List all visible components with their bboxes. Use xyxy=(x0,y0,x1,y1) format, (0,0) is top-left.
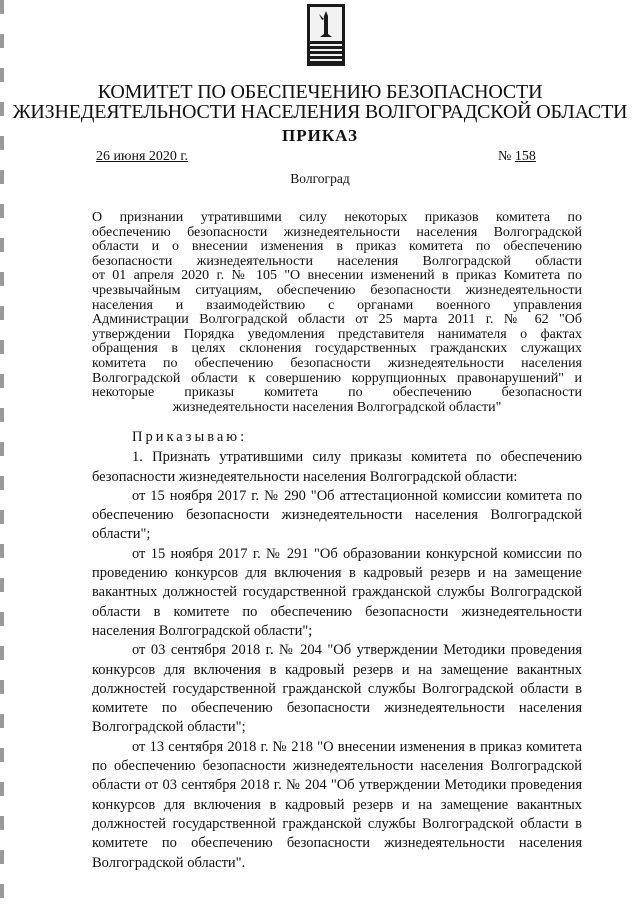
coat-of-arms-emblem xyxy=(307,4,345,66)
title-line: области и о внесении изменения в приказ комитета по обеспечению xyxy=(92,239,582,255)
number-prefix: № xyxy=(498,149,512,164)
title-line: обеспечению безопасности жизнедеятельности населения Волгоградской xyxy=(92,224,582,240)
revoked-order: от 15 ноября 2017 г. № 290 "Об аттестационной комиссии комитета по обеспечению безопасности жизнедеятельности населения Волгоградской области"; xyxy=(92,487,582,543)
title-line: безопасности жизнедеятельности населения Волгоградской области xyxy=(92,253,582,269)
title-line: населения и взаимодействию с органами военного управления xyxy=(92,297,582,313)
revoked-order: от 15 ноября 2017 г. № 291 "Об образовании конкурсной комиссии по проведению конкурсов для включения в кадровый резерв и на замещение вакантных должностей государственной гражданской службы Волгоградской области в комитете по обеспечению безопасности жизнедеятельности населения Волгоградской области"; xyxy=(92,545,582,639)
order-word: Приказываю: xyxy=(132,429,248,445)
emblem-icon xyxy=(307,4,345,66)
revoked-order: от 03 сентября 2018 г. № 204 "Об утверждении Методики проведения конкурсов для включения в кадровый резерв и на замещение вакантных должностей государственной гражданской службы Волгоградской области в комитете по обеспечению безопасности жизнедеятельности населения Волгоградской области"; xyxy=(92,642,582,736)
title-line: обращения в целях склонения государственных гражданских служащих xyxy=(92,341,582,357)
document-type: ПРИКАЗ xyxy=(282,126,358,145)
document-body xyxy=(92,428,582,873)
title-line: Администрации Волгоградской области от 25 марта 2011 г. № 62 "Об xyxy=(92,312,582,328)
title-line: утверждении Порядка уведомления представителя нанимателя о фактах xyxy=(92,326,582,342)
title-line: некоторые приказы комитета по обеспечению безопасности xyxy=(92,385,582,401)
order-item-1: 1. Признать утратившими силу приказы комитета по обеспечению безопасности жизнедеятельности населения Волгоградской области: xyxy=(92,449,582,485)
document-date: 26 июня 2020 г. xyxy=(96,149,189,164)
revoked-order: от 13 сентября 2018 г. № 218 "О внесении изменения в приказ комитета по обеспечению безопасности жизнедеятельности населения Волгоградской области от 03 сентября 2018 г. № 204 "Об утверждении Методики проведения конкурсов для включения в кадровый резерв и на замещение вакантных должностей государственной гражданской службы Волгоградской области в комитете по обеспечению безопасности жизнедеятельности населения Волгоградской области". xyxy=(92,738,582,871)
title-line: комитета по обеспечению безопасности жизнедеятельности населения xyxy=(92,355,582,371)
document-title xyxy=(92,211,582,415)
organization-name-line-2: ЖИЗНЕДЕЯТЕЛЬНОСТИ НАСЕЛЕНИЯ ВОЛГОГРАДСКОЙ ОБЛАСТИ xyxy=(12,101,628,123)
title-line: от 01 апреля 2020 г. № 105 "О внесении изменений в приказ Комитета по xyxy=(92,268,582,284)
number-value: 158 xyxy=(514,149,536,164)
title-line: Волгоградской области к совершению коррупционных правонарушений" и xyxy=(92,370,582,386)
document-number xyxy=(498,149,536,165)
organization-name-line-1: КОМИТЕТ ПО ОБЕСПЕЧЕНИЮ БЕЗОПАСНОСТИ xyxy=(97,81,543,103)
title-line: жизнедеятельности населения Волгоградской области" xyxy=(172,399,502,415)
document-place: Волгоград xyxy=(290,171,350,186)
title-line: чрезвычайным ситуациям, обеспечению безопасности жизнедеятельности xyxy=(92,282,582,298)
title-line: О признании утратившими силу некоторых приказов комитета по xyxy=(92,210,582,225)
